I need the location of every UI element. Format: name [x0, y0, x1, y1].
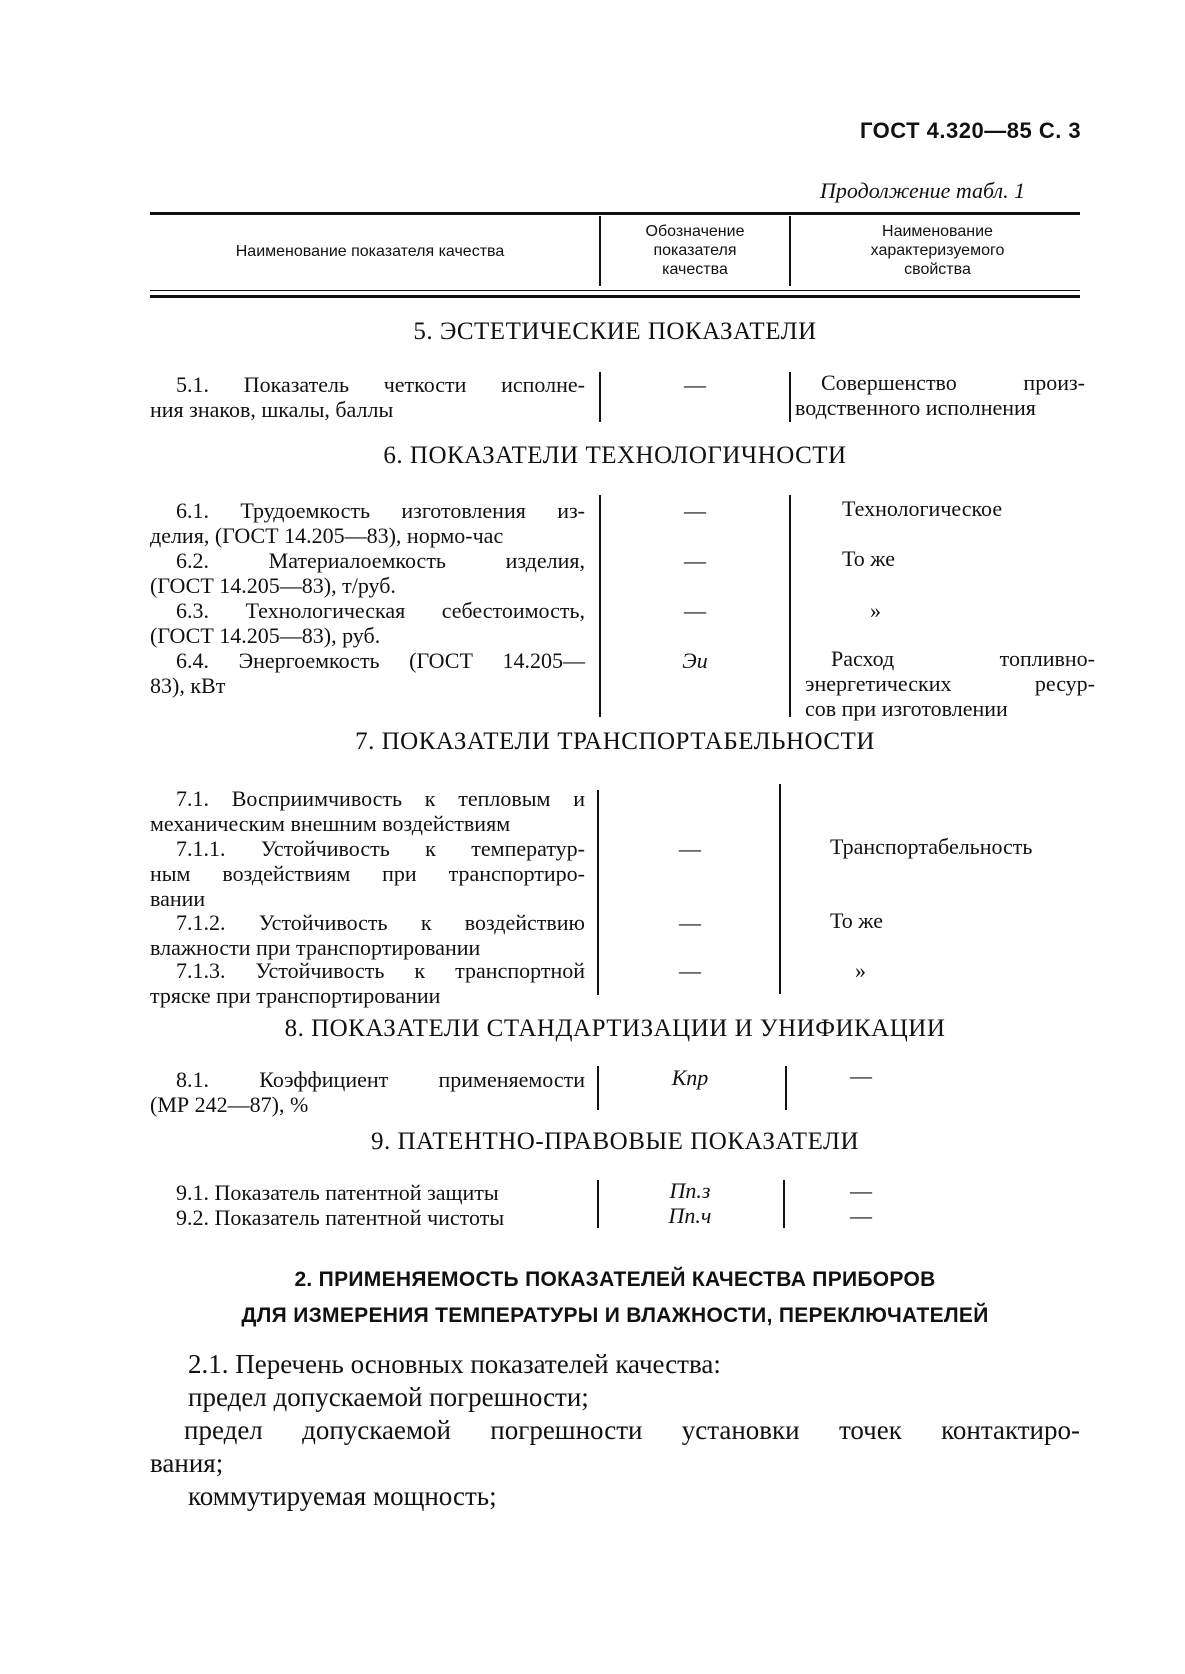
table-header-rule-2 — [150, 295, 1080, 298]
table-header-rule-1 — [150, 290, 1080, 291]
paragraph-line-2: предел допускаемой погрешности; — [188, 1382, 589, 1412]
section-9-divider-2 — [783, 1180, 785, 1228]
paragraph-line-3: предел допускаемой погрешности установки точек контактиро- — [184, 1415, 1080, 1445]
chapter-title-line-2: ДЛЯ ИЗМЕРЕНИЯ ТЕМПЕРАТУРЫ И ВЛАЖНОСТИ, ПЕРЕКЛЮЧАТЕЛЕЙ — [241, 1304, 989, 1327]
section-title-6: 6. ПОКАЗАТЕЛИ ТЕХНОЛОГИЧНОСТИ — [383, 442, 847, 469]
row-6-2-name: 6.2. Материалоемкость изделия, (ГОСТ 14.205—83), т/руб. — [150, 548, 585, 598]
section-6-divider-1 — [599, 495, 601, 717]
row-9-2-property: — — [850, 1203, 872, 1228]
section-title-5: 5. ЭСТЕТИЧЕСКИЕ ПОКАЗАТЕЛИ — [413, 318, 817, 345]
row-6-4-symbol: Эи — [682, 648, 708, 673]
row-6-3-symbol: — — [684, 598, 706, 623]
row-9-2-name: 9.2. Показатель патентной чистоты — [176, 1205, 505, 1230]
section-title-7: 7. ПОКАЗАТЕЛИ ТРАНСПОРТАБЕЛЬНОСТИ — [355, 728, 875, 755]
section-5-divider-2 — [789, 372, 791, 422]
row-5-1-property: Совершенство произ- водственного исполнения — [795, 370, 1085, 420]
row-5-1-name: 5.1. Показатель четкости исполне- ния знаков, шкалы, баллы — [150, 372, 585, 422]
row-6-1-symbol: — — [684, 498, 706, 523]
row-7-1-3-symbol: — — [679, 958, 701, 983]
row-6-4-property: Расход топливно- энергетических ресур- сов при изготовлении — [805, 646, 1095, 721]
section-9-divider-1 — [597, 1180, 599, 1228]
section-8-divider-2 — [785, 1066, 787, 1110]
chapter-title — [150, 1262, 1080, 1334]
section-7-divider-1 — [597, 790, 599, 995]
chapter-title-line-1: 2. ПРИМЕНЯЕМОСТЬ ПОКАЗАТЕЛЕЙ КАЧЕСТВА ПРИБОРОВ — [294, 1268, 936, 1291]
row-8-1-symbol: Кпр — [671, 1065, 709, 1090]
table-continuation-label: Продолжение табл. 1 — [820, 178, 1026, 203]
row-6-1-name: 6.1. Трудоемкость изготовления из- делия, (ГОСТ 14.205—83), нормо-час — [150, 498, 585, 548]
section-6-divider-2 — [789, 495, 791, 717]
chapter-body — [150, 1348, 1080, 1513]
table-top-rule — [150, 212, 1080, 215]
row-6-2-symbol: — — [684, 548, 706, 573]
paragraph-line-5: коммутируемая мощность; — [188, 1481, 497, 1511]
row-7-1-2-name: 7.1.2. Устойчивость к воздействию влажности при транспортировании — [150, 910, 585, 960]
row-7-1-name: 7.1. Восприимчивость к тепловым и механическим внешним воздействиям — [150, 786, 585, 836]
row-6-3-name: 6.3. Технологическая себестоимость, (ГОСТ 14.205—83), руб. — [150, 598, 585, 648]
row-7-1-2-property: То же — [830, 908, 883, 933]
row-6-4-name: 6.4. Энергоемкость (ГОСТ 14.205— 83), кВт — [150, 648, 585, 698]
row-7-1-1-name: 7.1.1. Устойчивость к температур- ным воздействиям при транспортиро- вании — [150, 836, 585, 911]
row-7-1-1-property: Транспортабельность — [830, 834, 1033, 859]
paragraph-line-4: вания; — [150, 1448, 224, 1478]
row-6-1-property: Технологическое — [842, 496, 1003, 521]
row-7-1-3-property: » — [855, 958, 866, 983]
section-title-9: 9. ПАТЕНТНО-ПРАВОВЫЕ ПОКАЗАТЕЛИ — [370, 1128, 860, 1155]
row-8-1-property: — — [850, 1063, 872, 1088]
paragraph-line-1: 2.1. Перечень основных показателей качества: — [188, 1349, 721, 1379]
row-7-1-1-symbol: — — [679, 836, 701, 861]
section-title-8: 8. ПОКАЗАТЕЛИ СТАНДАРТИЗАЦИИ И УНИФИКАЦИИ — [284, 1015, 946, 1042]
row-9-1-property: — — [850, 1178, 872, 1203]
header-col-name: Наименование показателя качества — [235, 243, 505, 260]
section-8-divider-1 — [597, 1066, 599, 1110]
header-divider-1 — [599, 216, 601, 286]
document-code: ГОСТ 4.320—85 С. 3 — [860, 118, 1082, 143]
header-col-symbol: Обозначение показателя качества — [645, 223, 745, 278]
header-col-property: Наименование характеризуемого свойства — [870, 223, 1005, 278]
row-7-1-2-symbol: — — [679, 910, 701, 935]
row-6-2-property: То же — [842, 546, 895, 571]
row-6-3-property: » — [870, 598, 881, 623]
row-8-1-name: 8.1. Коэффициент применяемости (МР 242—87), % — [150, 1067, 585, 1117]
row-7-1-3-name: 7.1.3. Устойчивость к транспортной тряске при транспортировании — [150, 958, 585, 1008]
section-5-divider-1 — [599, 372, 601, 422]
header-divider-2 — [789, 216, 791, 286]
row-9-2-symbol: Пп.ч — [668, 1203, 712, 1228]
row-9-1-name: 9.1. Показатель патентной защиты — [176, 1180, 499, 1205]
row-5-1-symbol: — — [684, 372, 706, 397]
row-9-1-symbol: Пп.з — [669, 1178, 711, 1203]
